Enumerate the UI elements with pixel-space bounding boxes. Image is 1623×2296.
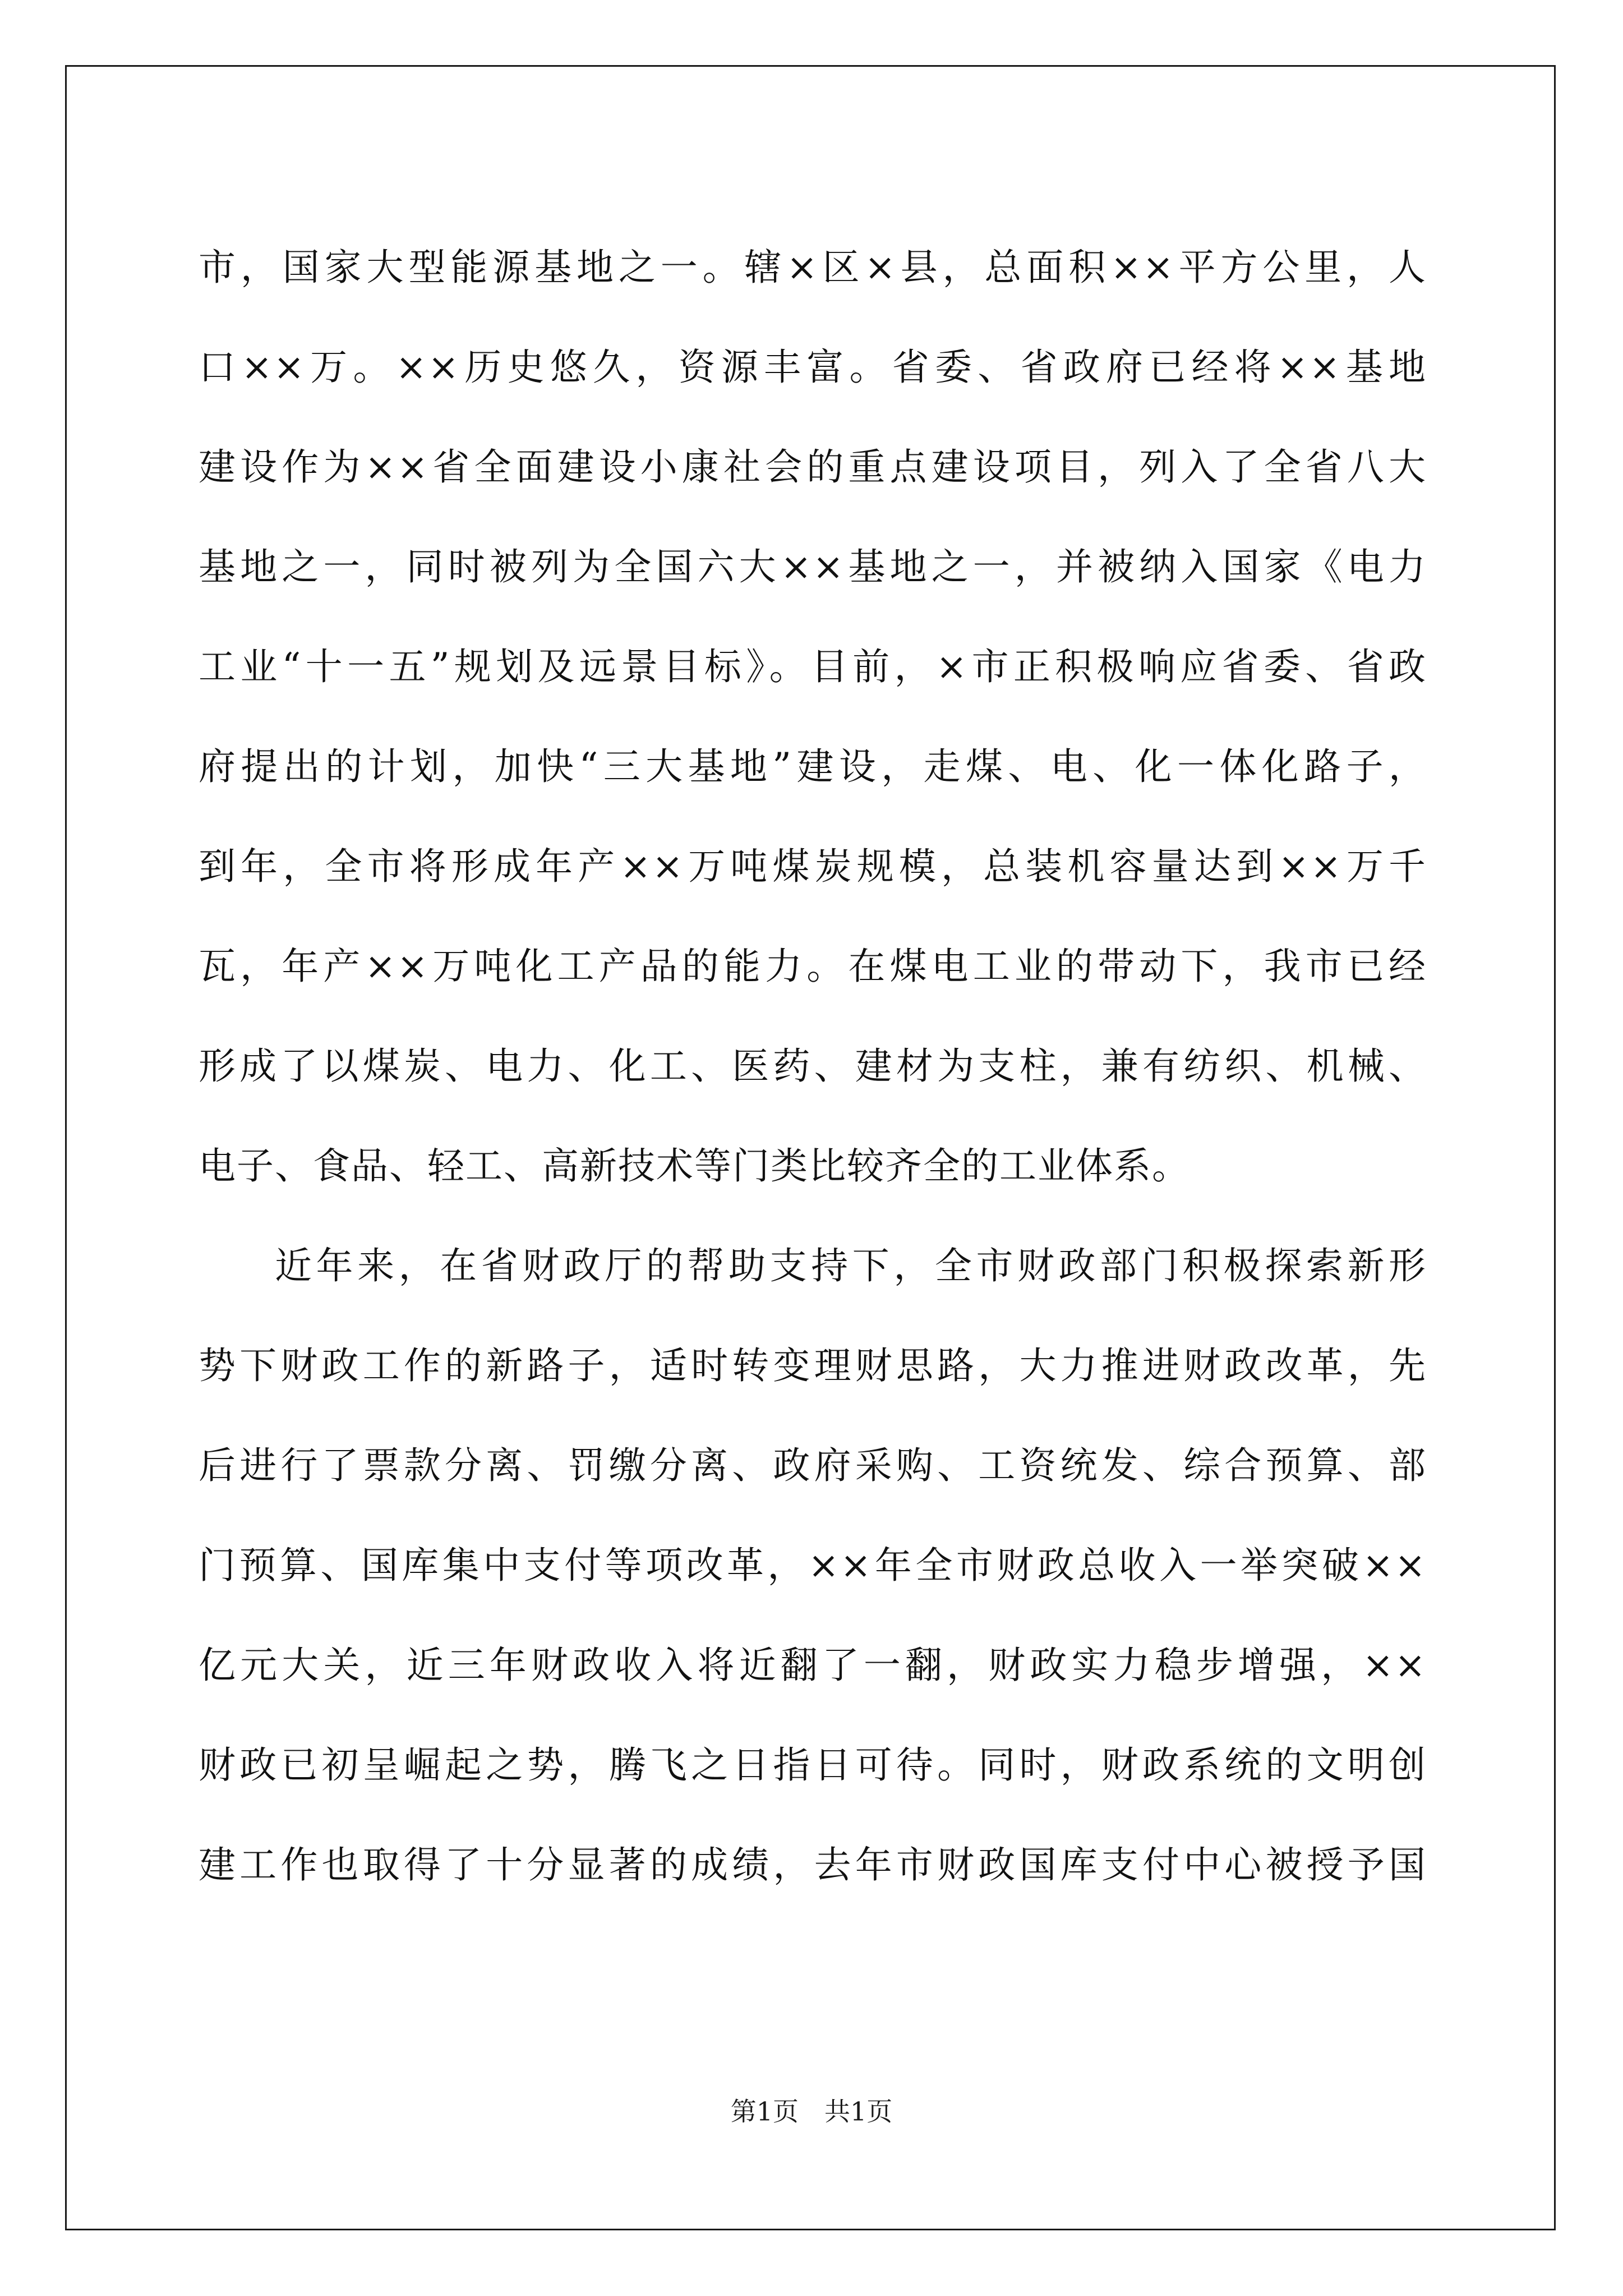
text-line-9: 形成了以煤炭、电力、化工、医药、建材为支柱，兼有纺织、机械、 bbox=[199, 1045, 1427, 1088]
text-line-14: 门预算、国库集中支付等项改革，××年全市财政总收入一举突破×× bbox=[199, 1544, 1427, 1587]
text-line-1: 市，国家大型能源基地之一。辖×区×县，总面积××平方公里，人 bbox=[199, 246, 1427, 289]
text-line-3: 建设作为××省全面建设小康社会的重点建设项目，列入了全省八大 bbox=[199, 445, 1427, 489]
text-line-8: 瓦，年产××万吨化工产品的能力。在煤电工业的带动下，我市已经 bbox=[199, 945, 1427, 988]
page-footer bbox=[0, 2091, 1623, 2128]
text-line-4: 基地之一，同时被列为全国六大××基地之一，并被纳入国家《电力 bbox=[199, 545, 1427, 588]
text-line-6: 府提出的计划，加快“三大基地”建设，走煤、电、化一体化路子， bbox=[199, 745, 1427, 788]
page-total: 共1页 bbox=[824, 2096, 893, 2127]
text-line-15: 亿元大关，近三年财政收入将近翻了一翻，财政实力稳步增强，×× bbox=[199, 1644, 1427, 1687]
text-line-7: 到年，全市将形成年产××万吨煤炭规模，总装机容量达到××万千 bbox=[199, 845, 1427, 888]
text-line-10: 电子、食品、轻工、高新技术等门类比较齐全的工业体系。 bbox=[199, 1144, 1190, 1188]
text-line-2: 口××万。××历史悠久，资源丰富。省委、省政府已经将××基地 bbox=[199, 346, 1427, 389]
document-body bbox=[199, 218, 1427, 1915]
text-line-13: 后进行了票款分离、罚缴分离、政府采购、工资统发、综合预算、部 bbox=[199, 1444, 1427, 1487]
text-line-17: 建工作也取得了十分显著的成绩，去年市财政国库支付中心被授予国 bbox=[199, 1843, 1427, 1887]
page-number: 第1页 bbox=[730, 2096, 799, 2127]
text-line-11: 近年来，在省财政厅的帮助支持下，全市财政部门积极探索新形 bbox=[275, 1244, 1427, 1287]
text-line-16: 财政已初呈崛起之势，腾飞之日指日可待。同时，财政系统的文明创 bbox=[199, 1743, 1427, 1787]
text-line-5: 工业“十一五”规划及远景目标》。目前，×市正积极响应省委、省政 bbox=[199, 645, 1427, 688]
text-line-12: 势下财政工作的新路子，适时转变理财思路，大力推进财政改革，先 bbox=[199, 1344, 1427, 1387]
